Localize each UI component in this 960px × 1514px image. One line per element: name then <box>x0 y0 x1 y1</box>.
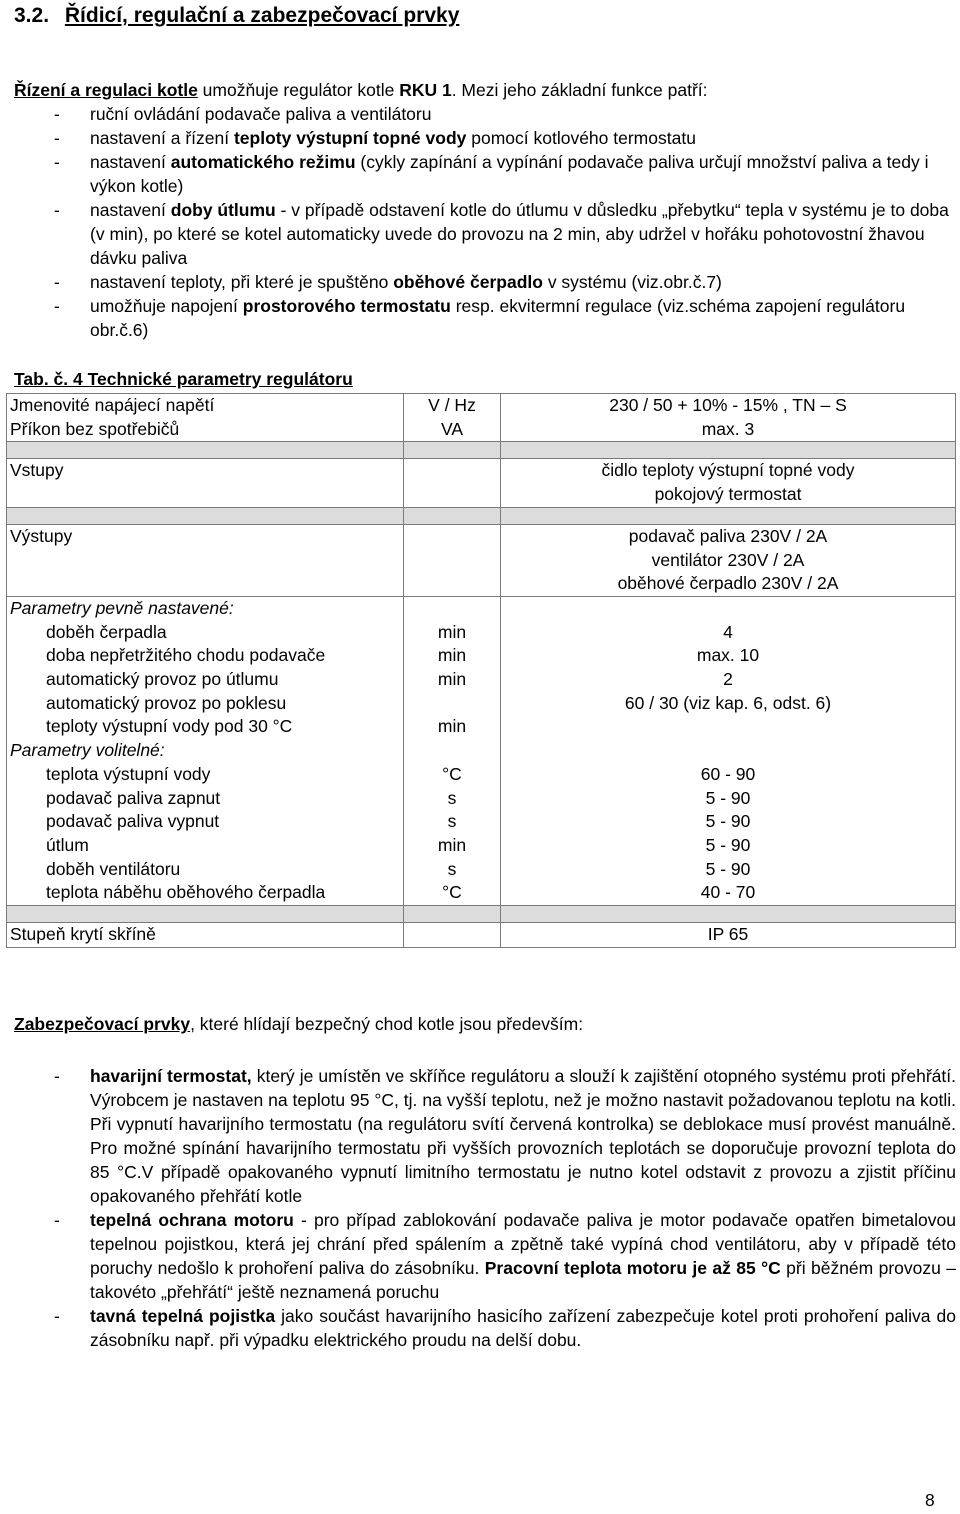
variable-params-label: Parametry volitelné: <box>10 740 165 761</box>
output-item: ventilátor 230V / 2A <box>651 549 805 570</box>
intro-lead-mid: umožňuje regulátor kotle <box>197 80 400 100</box>
ip-value: IP 65 <box>501 923 956 948</box>
fixed-param-unit: min <box>437 716 467 737</box>
table-spacer-row <box>7 906 956 923</box>
table-cell <box>404 524 501 596</box>
list-dash: - <box>54 1066 60 1086</box>
variable-param-name: útlum <box>46 834 89 855</box>
section-number: 3.2. <box>14 4 50 27</box>
variable-param-value: 5 - 90 <box>705 787 751 808</box>
list-text-bold: doby útlumu <box>170 200 276 220</box>
table-caption <box>14 369 353 390</box>
supply-label: Jmenovité napájecí napětí <box>10 395 215 415</box>
list-text-bold: oběhové čerpadlo <box>393 272 543 292</box>
variable-param-value: 5 - 90 <box>705 811 751 832</box>
list-text-bold: teploty výstupní topné vody <box>233 128 467 148</box>
list-dash: - <box>54 296 60 316</box>
fixed-param-name: doba nepřetržitého chodu podavače <box>46 645 326 666</box>
list-item <box>14 126 954 150</box>
table-cell <box>404 596 501 905</box>
table-cell <box>501 524 956 596</box>
list-dash: - <box>54 200 60 220</box>
table-spacer-row <box>7 507 956 524</box>
table-spacer-row <box>7 442 956 459</box>
variable-param-unit: °C <box>442 882 462 903</box>
variable-param-unit: s <box>447 787 457 808</box>
list-text: který je umístěn ve skříňce regulátoru a slouží k zajištění otopného systému proti přehřátí. Výrobcem je nastaven na teplotu 95 °C, tj. na vyšší teplotu, než je možno nastavit požadovanou teplotu na kotli. Při vypnutí havarijního termostatu (na regulátoru svítí červená kontrolka) se deblokace musí provést manuálně. Pro možné spínání havarijního termostatu při vyšších provozních teplotách se doporučuje provozní teplota do 85 °C.V případě opakovaného vypnutí limitního termostatu je nutno kotel odstavit z provozu a zjistit příčinu opakovaného přehřátí kotle <box>90 1066 956 1206</box>
variable-param-name: teplota náběhu oběhového čerpadla <box>46 882 326 903</box>
power-unit: VA <box>440 418 464 439</box>
list-text: nastavení teploty, při které je spuštěno <box>90 272 394 292</box>
table-cell <box>7 394 404 442</box>
list-dash: - <box>54 272 60 292</box>
table-cell <box>501 596 956 905</box>
list-dash: - <box>54 104 60 124</box>
section-title: Řídicí, regulační a zabezpečovací prvky <box>64 4 460 27</box>
list-text-bold: havarijní termostat, <box>90 1066 252 1086</box>
list-dash: - <box>54 1306 60 1326</box>
variable-param-value: 5 - 90 <box>705 858 751 879</box>
list-item <box>14 1064 956 1208</box>
power-label: Příkon bez spotřebičů <box>10 418 180 439</box>
list-text: - pro případ zablokování podavače paliva je motor podavače opatřen bimetalovou tepelnou pojistkou, která jej chrání před spálením a zpětně také vypíná chod ventilátoru, aby v případě této poruchy nedošlo k prohoření paliva do zásobníku. <box>90 1210 956 1278</box>
variable-param-value: 40 - 70 <box>700 882 756 903</box>
ip-label: Stupeň krytí skříně <box>7 923 404 948</box>
table-cell <box>7 596 404 905</box>
fixed-param-value: 2 <box>723 669 733 690</box>
safety-list <box>14 1064 956 1352</box>
list-text-bold: automatického režimu <box>170 152 356 172</box>
list-text-bold: Pracovní teplota motoru je až 85 °C <box>484 1258 781 1278</box>
intro-block <box>14 78 954 342</box>
variable-param-name: doběh ventilátoru <box>46 858 181 879</box>
intro-lead <box>14 78 954 102</box>
list-text-bold: tavná tepelná pojistka <box>90 1306 276 1326</box>
list-text: ruční ovládání podavače paliva a ventilátoru <box>90 104 432 124</box>
list-text: (cykly zapínání a vypínání podavače paliva určují množství paliva a tedy i výkon kotle) <box>90 152 929 196</box>
fixed-param-value: 4 <box>723 621 733 642</box>
section-heading <box>14 4 459 28</box>
table-cell <box>501 459 956 507</box>
fixed-param-name: doběh čerpadla <box>46 621 167 642</box>
safety-lead <box>14 1012 956 1036</box>
input-item: čidlo teploty výstupní topné vody <box>601 460 855 481</box>
list-text: pomocí kotlového termostatu <box>466 128 696 148</box>
inputs-label: Vstupy <box>7 459 404 507</box>
output-item: oběhové čerpadlo 230V / 2A <box>617 573 839 594</box>
variable-param-unit: °C <box>442 763 462 784</box>
variable-param-value: 5 - 90 <box>705 834 751 855</box>
table-caption-text: 4 Technické parametry regulátoru <box>73 369 353 389</box>
intro-lead-bold: Řízení a regulaci kotle <box>14 80 198 100</box>
safety-block <box>14 1012 956 1352</box>
safety-lead-bold: Zabezpečovací prvky <box>14 1014 191 1034</box>
list-text: při běžném provozu – takovéto „přehřátí“ ještě neznamená poruchu <box>90 1258 956 1302</box>
safety-lead-rest: , které hlídají bezpečný chod kotle jsou především: <box>190 1014 584 1034</box>
list-text: v systému (viz.obr.č.7) <box>542 272 722 292</box>
table-cell <box>404 459 501 507</box>
list-item <box>14 1304 956 1352</box>
table-row <box>7 923 956 948</box>
variable-param-value: 60 - 90 <box>700 763 756 784</box>
list-text: jako součást havarijního hasicího zařízení zabezpečuje kotel proti prohoření paliva do zásobníku např. při výpadku elektrického proudu na delší dobu. <box>90 1306 956 1350</box>
power-value: max. 3 <box>701 418 755 439</box>
fixed-param-unit <box>407 692 497 716</box>
fixed-param-name: automatický provoz po poklesu <box>46 692 287 713</box>
list-text: nastavení <box>90 152 171 172</box>
fixed-param-value: 60 / 30 (viz kap. 6, odst. 6) <box>624 692 832 713</box>
list-item <box>14 150 954 198</box>
fixed-param-unit: min <box>437 621 467 642</box>
table-cell <box>501 394 956 442</box>
fixed-param-name: automatický provoz po útlumu <box>46 669 279 690</box>
variable-param-unit: s <box>447 858 457 879</box>
supply-unit: V / Hz <box>428 395 476 415</box>
variable-param-name: podavač paliva zapnut <box>46 787 221 808</box>
page-number: 8 <box>925 1490 935 1510</box>
supply-value: 230 / 50 + 10% - 15% , TN – S <box>609 395 847 415</box>
output-item: podavač paliva 230V / 2A <box>628 525 828 546</box>
list-text: resp. ekvitermní regulace (viz.schéma zapojení regulátoru obr.č.6) <box>90 296 906 340</box>
fixed-param-value <box>504 715 952 739</box>
list-dash: - <box>54 1210 60 1230</box>
list-text: nastavení <box>90 200 171 220</box>
table-cell <box>404 394 501 442</box>
intro-lead-end: . Mezi jeho základní funkce patří: <box>451 80 708 100</box>
list-text: umožňuje napojení <box>90 296 243 316</box>
table-row <box>7 394 956 442</box>
list-item <box>14 270 954 294</box>
intro-lead-model: RKU 1 <box>399 80 452 100</box>
list-text: nastavení a řízení <box>90 128 234 148</box>
variable-param-name: teplota výstupní vody <box>46 763 211 784</box>
list-item <box>14 198 954 270</box>
input-item: pokojový termostat <box>654 484 802 505</box>
fixed-param-value: max. 10 <box>696 645 760 666</box>
list-dash: - <box>54 152 60 172</box>
fixed-param-name: teploty výstupní vody pod 30 °C <box>46 716 293 737</box>
function-list <box>14 102 954 342</box>
list-item <box>14 102 954 126</box>
fixed-params-label: Parametry pevně nastavené: <box>10 597 234 618</box>
variable-param-name: podavač paliva vypnut <box>46 811 220 832</box>
variable-param-unit: min <box>437 834 467 855</box>
table-caption-prefix: Tab. č. <box>14 369 73 389</box>
list-item <box>14 1208 956 1304</box>
list-item <box>14 294 954 342</box>
table-row <box>7 596 956 905</box>
parameters-table <box>6 393 956 948</box>
list-dash: - <box>54 128 60 148</box>
fixed-param-unit: min <box>437 645 467 666</box>
variable-param-unit: s <box>447 811 457 832</box>
outputs-label: Výstupy <box>7 524 404 596</box>
list-text-bold: prostorového termostatu <box>242 296 451 316</box>
table-row <box>7 524 956 596</box>
list-text-bold: tepelná ochrana motoru <box>90 1210 294 1230</box>
list-text: - v případě odstavení kotle do útlumu v důsledku „přebytku“ tepla v systému je to doba (v min), po které se kotel automaticky uvede do provozu na 2 min, aby udržel v hořáku pohotovostní žhavou dávku paliva <box>90 200 949 268</box>
table-row <box>7 459 956 507</box>
table-cell <box>404 923 501 948</box>
fixed-param-unit: min <box>437 669 467 690</box>
